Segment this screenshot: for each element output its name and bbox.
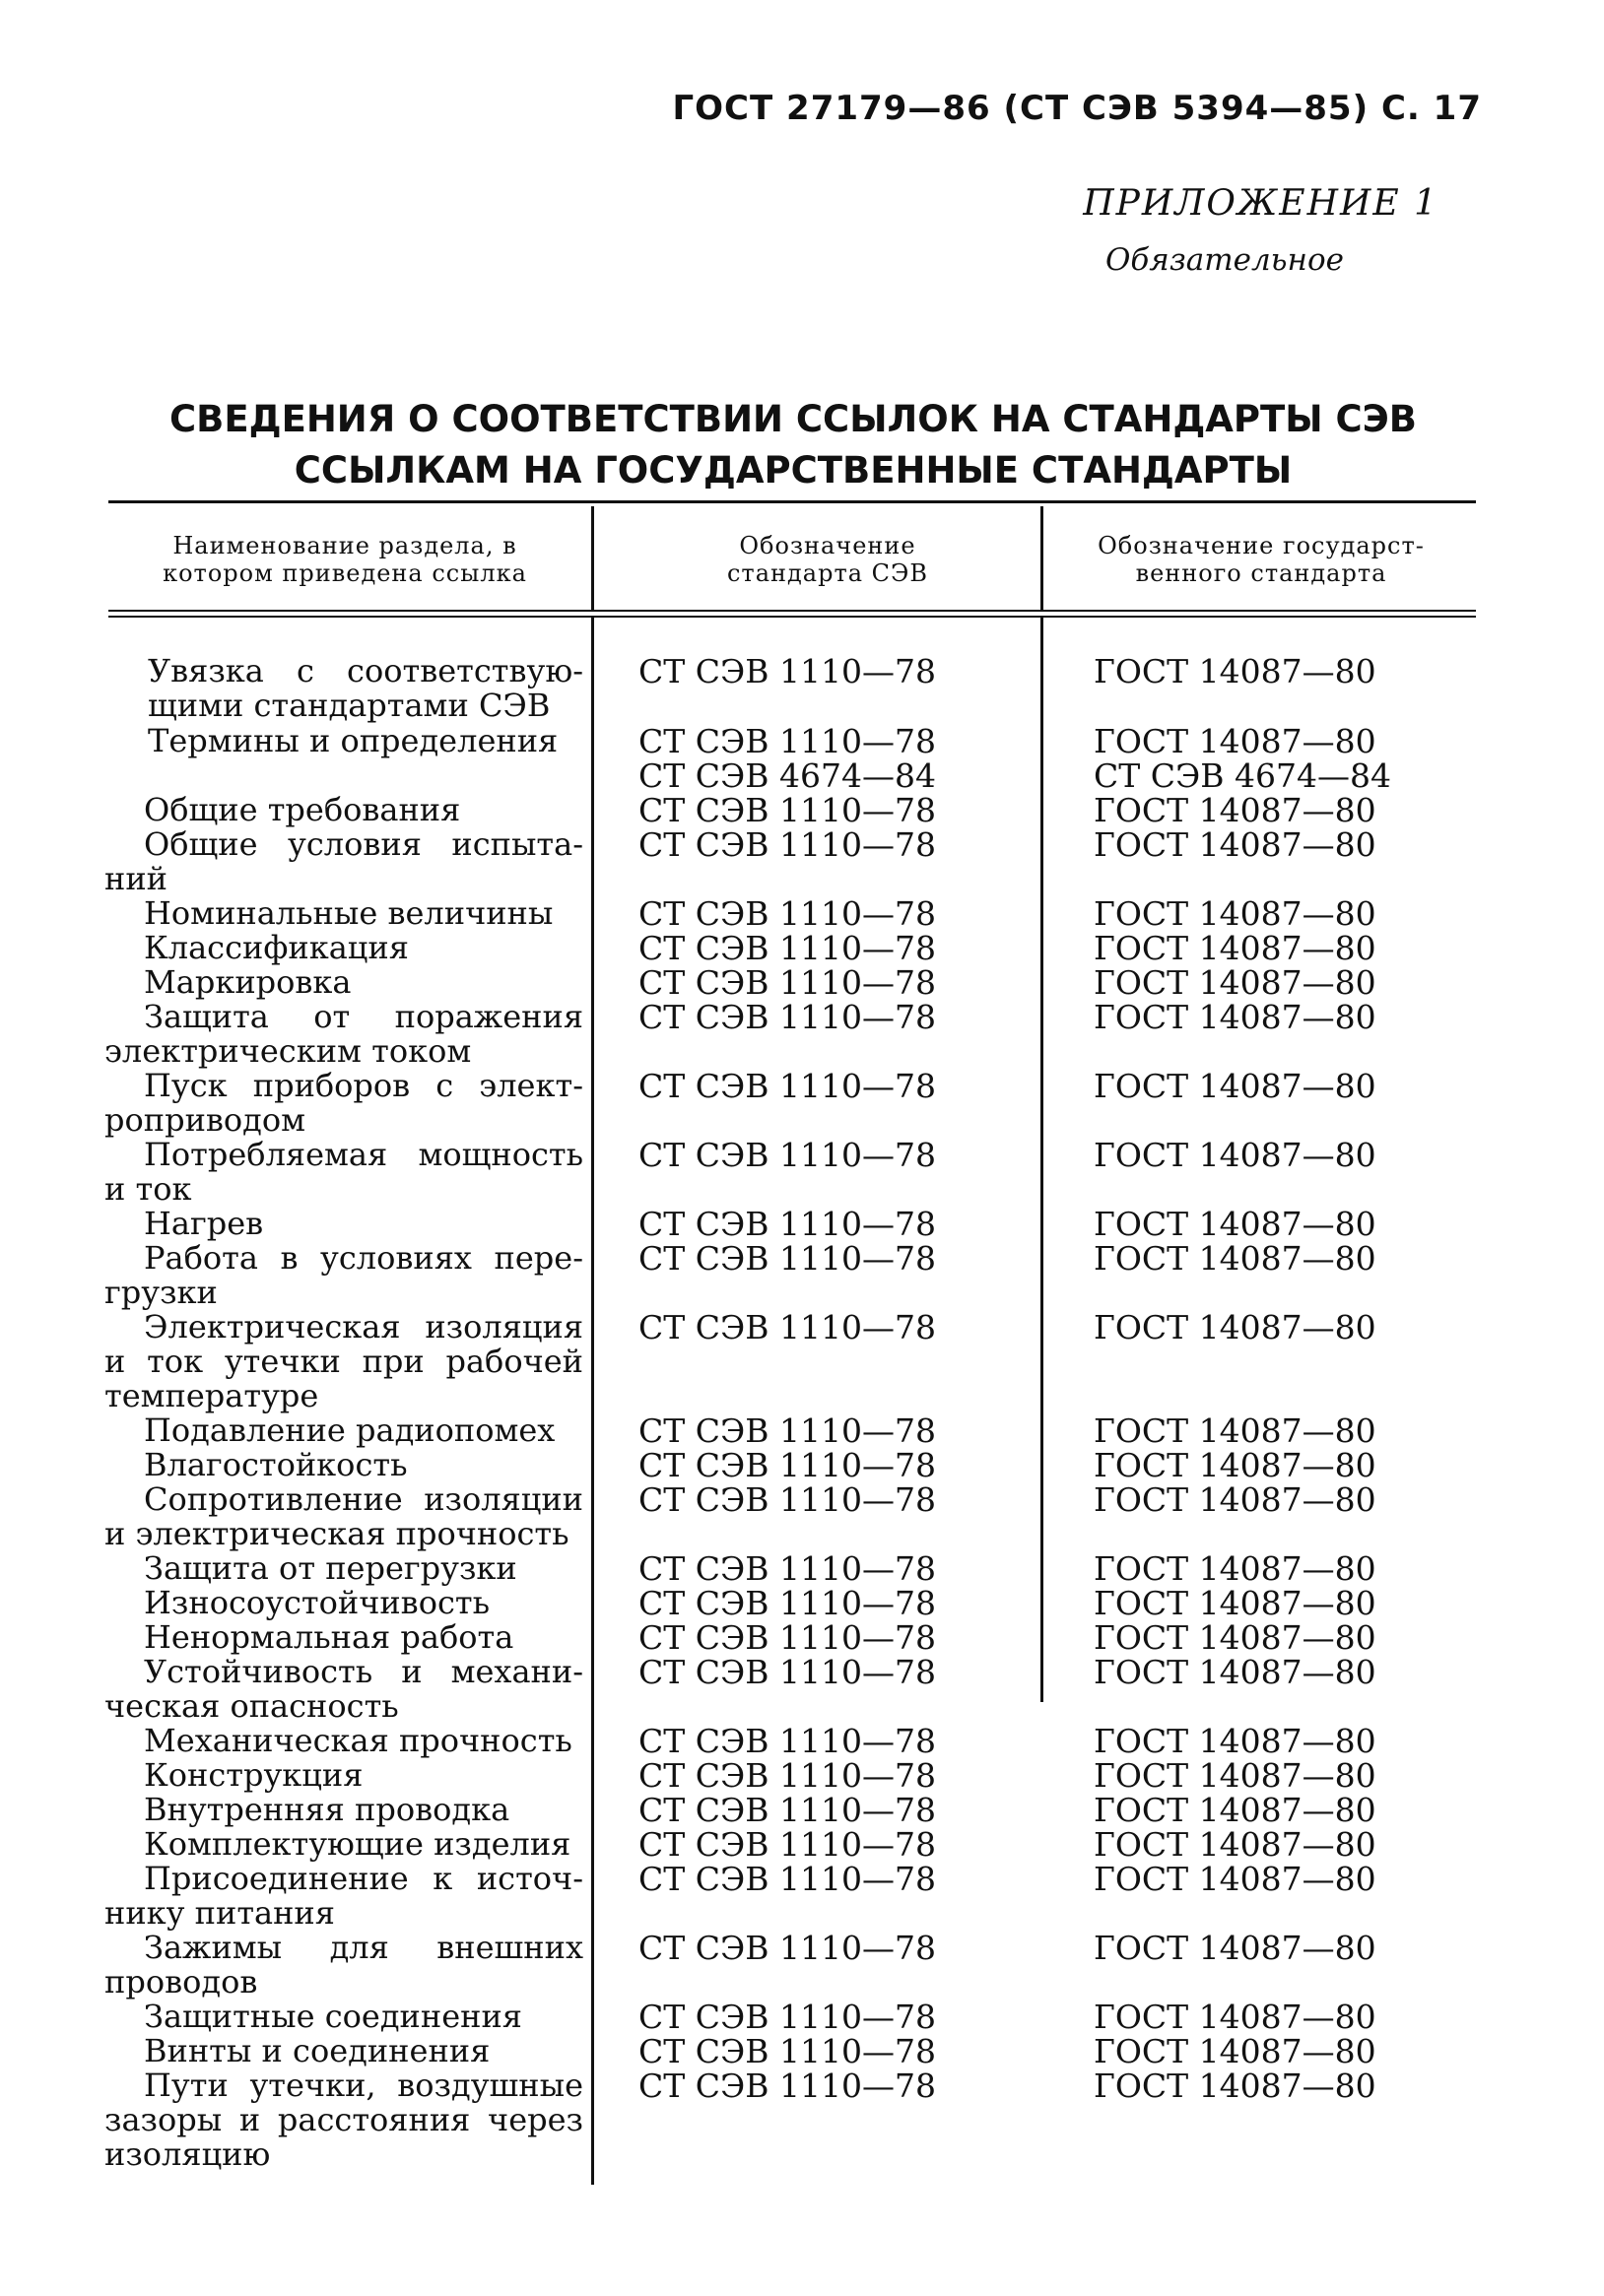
cmea-standard-cell: СТ СЭВ 1110—78 [638,791,936,829]
cmea-standard-cell: СТ СЭВ 4674—84 [638,756,936,795]
section-cell: Электрическая изоляция и ток утечки при рабочей температуре [104,1308,583,1414]
section-cell: Защита от перегрузки [144,1549,517,1587]
state-standard-cell: ГОСТ 14087—80 [1094,1136,1376,1174]
state-standard-cell: ГОСТ 14087—80 [1094,791,1376,829]
cmea-standard-cell: СТ СЭВ 1110—78 [638,1446,936,1484]
state-standard-cell: ГОСТ 14087—80 [1094,963,1376,1002]
document-title [108,394,1478,496]
cmea-standard-cell: СТ СЭВ 1110—78 [638,1929,936,1967]
section-cell: Работа в условиях пере- грузки [104,1239,583,1311]
state-standard-cell: ГОСТ 14087—80 [1094,1446,1376,1484]
cmea-standard-cell: СТ СЭВ 1110—78 [638,894,936,933]
cmea-standard-cell: СТ СЭВ 1110—78 [638,1136,936,1174]
section-cell: Комплектующие изделия [144,1825,571,1863]
state-standard-cell: ГОСТ 14087—80 [1094,1549,1376,1588]
state-standard-cell: ГОСТ 14087—80 [1094,2032,1376,2070]
section-cell: Сопротивление изоляции и электрическая прочность [104,1480,583,1552]
state-standard-cell: ГОСТ 14087—80 [1094,1791,1376,1829]
cmea-standard-cell: СТ СЭВ 1110—78 [638,1791,936,1829]
section-cell: Влагостойкость [144,1446,408,1483]
section-cell: Увязка с соответствую- щими стандартами СЭВ [148,652,583,724]
table-top-rule [108,500,1476,503]
section-cell: Винты и соединения [144,2032,491,2069]
cmea-standard-cell: СТ СЭВ 1110—78 [638,652,936,690]
cmea-standard-cell: СТ СЭВ 1110—78 [638,1308,936,1346]
section-cell: Маркировка [144,963,352,1001]
state-standard-cell: ГОСТ 14087—80 [1094,1860,1376,1898]
section-cell: Общие условия испыта- ний [104,825,583,897]
section-cell: Защитные соединения [144,1998,522,2035]
state-standard-cell: ГОСТ 14087—80 [1094,1998,1376,2036]
section-cell: Устойчивость и механи- ческая опасность [104,1653,583,1725]
column-divider-2 [1040,617,1043,1702]
cmea-standard-cell: СТ СЭВ 1110—78 [638,722,936,760]
cmea-standard-cell: СТ СЭВ 1110—78 [638,1549,936,1588]
column-header-state-standard: Обозначение государст- венного стандарта [1098,532,1425,587]
state-standard-cell: ГОСТ 14087—80 [1094,1618,1376,1657]
cmea-standard-cell: СТ СЭВ 1110—78 [638,2032,936,2070]
state-standard-cell: ГОСТ 14087—80 [1094,1584,1376,1622]
section-cell: Подавление радиопомех [144,1411,556,1449]
state-standard-cell: ГОСТ 14087—80 [1094,1067,1376,1105]
cmea-standard-cell: СТ СЭВ 1110—78 [638,1722,936,1760]
state-standard-cell: ГОСТ 14087—80 [1094,652,1376,690]
cmea-standard-cell: СТ СЭВ 1110—78 [638,1756,936,1795]
state-standard-cell: ГОСТ 14087—80 [1094,1239,1376,1278]
cmea-standard-cell: СТ СЭВ 1110—78 [638,963,936,1002]
cmea-standard-cell: СТ СЭВ 1110—78 [638,1480,936,1519]
section-cell: Конструкция [144,1756,364,1794]
cmea-standard-cell: СТ СЭВ 1110—78 [638,929,936,967]
title-line-2: ССЫЛКАМ НА ГОСУДАРСТВЕННЫЕ СТАНДАРТЫ [294,449,1293,492]
section-cell: Защита от поражения электрическим током [104,998,583,1070]
cmea-standard-cell: СТ СЭВ 1110—78 [638,1825,936,1864]
state-standard-cell: ГОСТ 14087—80 [1094,998,1376,1036]
cmea-standard-cell: СТ СЭВ 1110—78 [638,1239,936,1278]
cmea-standard-cell: СТ СЭВ 1110—78 [638,2066,936,2105]
state-standard-cell: ГОСТ 14087—80 [1094,2066,1376,2105]
column-divider-1 [591,617,594,2185]
cmea-standard-cell: СТ СЭВ 1110—78 [638,1067,936,1105]
column-header-cmea-standard: Обозначение стандарта СЭВ [726,532,929,587]
cmea-standard-cell: СТ СЭВ 1110—78 [638,1860,936,1898]
section-cell: Потребляемая мощность и ток [104,1136,583,1208]
state-standard-cell: ГОСТ 14087—80 [1094,1308,1376,1346]
state-standard-cell: ГОСТ 14087—80 [1094,894,1376,933]
page-header: ГОСТ 27179—86 (СТ СЭВ 5394—85) С. 17 [672,89,1482,128]
state-standard-cell: ГОСТ 14087—80 [1094,1756,1376,1795]
state-standard-cell: ГОСТ 14087—80 [1094,1929,1376,1967]
cmea-standard-cell: СТ СЭВ 1110—78 [638,1584,936,1622]
section-cell: Общие требования [144,791,461,828]
state-standard-cell: ГОСТ 14087—80 [1094,722,1376,760]
column-header-section: Наименование раздела, в котором приведена ссылка [163,532,527,587]
section-cell: Механическая прочность [144,1722,572,1759]
section-cell: Зажимы для внешних проводов [104,1929,583,2001]
section-cell: Термины и определения [148,722,559,759]
state-standard-cell: СТ СЭВ 4674—84 [1094,756,1391,795]
cmea-standard-cell: СТ СЭВ 1110—78 [638,998,936,1036]
cmea-standard-cell: СТ СЭВ 1110—78 [638,1618,936,1657]
state-standard-cell: ГОСТ 14087—80 [1094,929,1376,967]
column-divider-2-head [1040,506,1043,611]
state-standard-cell: ГОСТ 14087—80 [1094,825,1376,864]
state-standard-cell: ГОСТ 14087—80 [1094,1205,1376,1243]
section-cell: Присоединение к источ- нику питания [104,1860,583,1932]
cmea-standard-cell: СТ СЭВ 1110—78 [638,825,936,864]
state-standard-cell: ГОСТ 14087—80 [1094,1653,1376,1691]
appendix-label: ПРИЛОЖЕНИЕ 1 [1083,183,1438,224]
table-header-rule [108,610,1476,618]
cmea-standard-cell: СТ СЭВ 1110—78 [638,1205,936,1243]
state-standard-cell: ГОСТ 14087—80 [1094,1411,1376,1450]
title-line-1: СВЕДЕНИЯ О СООТВЕТСТВИИ ССЫЛОК НА СТАНДАРТЫ СЭВ [168,398,1418,440]
section-cell: Классификация [144,929,409,966]
state-standard-cell: ГОСТ 14087—80 [1094,1722,1376,1760]
state-standard-cell: ГОСТ 14087—80 [1094,1480,1376,1519]
column-divider-1-head [591,506,594,611]
section-cell: Номинальные величины [144,894,554,932]
cmea-standard-cell: СТ СЭВ 1110—78 [638,1998,936,2036]
section-cell: Внутренняя проводка [144,1791,510,1828]
cmea-standard-cell: СТ СЭВ 1110—78 [638,1653,936,1691]
state-standard-cell: ГОСТ 14087—80 [1094,1825,1376,1864]
cmea-standard-cell: СТ СЭВ 1110—78 [638,1411,936,1450]
section-cell: Пути утечки, воздушные зазоры и расстояния через изоляцию [104,2066,583,2173]
section-cell: Нагрев [144,1205,264,1242]
section-cell: Износоустойчивость [144,1584,490,1621]
section-cell: Пуск приборов с элект- роприводом [104,1067,583,1139]
section-cell: Ненормальная работа [144,1618,514,1656]
appendix-status: Обязательное [1104,242,1344,278]
